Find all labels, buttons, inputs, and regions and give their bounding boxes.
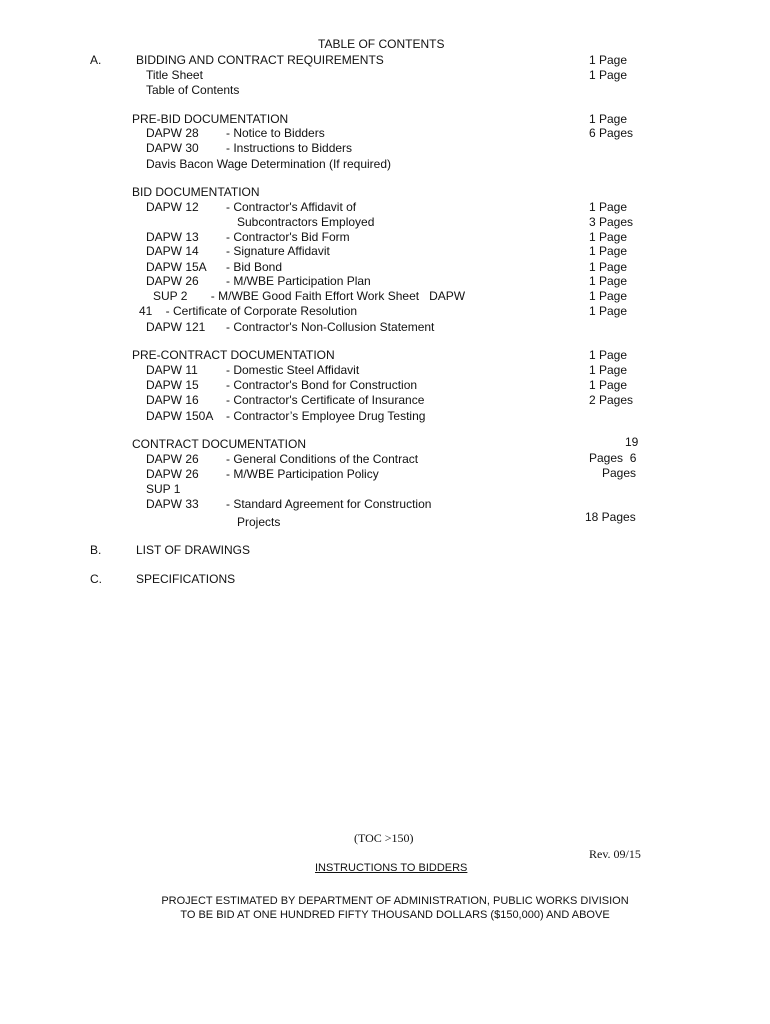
prebid-pages: 6 Pages — [589, 126, 634, 140]
contract-desc: - General Conditions of the Contract — [226, 452, 419, 466]
contract-pages: 18 Pages — [585, 510, 636, 524]
section-a-title: BIDDING AND CONTRACT REQUIREMENTS — [136, 53, 384, 67]
bid-sup2-line: SUP 2 - M/WBE Good Faith Effort Work Sheet DAPW — [153, 289, 466, 303]
precontract-desc: - Contractor's Bond for Construction — [226, 378, 418, 392]
bid-cert-line: 41 - Certificate of Corporate Resolution — [139, 304, 358, 318]
precontract-code: DAPW 16 — [146, 393, 199, 407]
front-item-label: Table of Contents — [146, 83, 240, 97]
project-line-2: TO BE BID AT ONE HUNDRED FIFTY THOUSAND DOLLARS ($150,000) AND ABOVE — [180, 909, 610, 921]
bid-desc: - Contractor's Non-Collusion Statement — [226, 320, 435, 334]
precontract-pages: 2 Pages — [589, 393, 634, 407]
bid-pages: 3 Pages — [589, 215, 634, 229]
prebid-desc: - Notice to Bidders — [226, 126, 325, 140]
bid-code: DAPW 14 — [146, 244, 199, 258]
precontract-pages: 1 Page — [589, 348, 628, 362]
contract-sup1: SUP 1 — [146, 482, 181, 496]
precontract-code: DAPW 15 — [146, 378, 199, 392]
precontract-desc: - Contractor's Certificate of Insurance — [226, 393, 425, 407]
precontract-desc: - Contractor’s Employee Drug Testing — [226, 409, 426, 423]
section-b-letter: B. — [90, 543, 102, 557]
bid-heading: BID DOCUMENTATION — [132, 185, 260, 199]
prebid-code: DAPW 30 — [146, 141, 199, 155]
prebid-desc: - Instructions to Bidders — [226, 141, 353, 155]
section-c-title: SPECIFICATIONS — [136, 572, 236, 586]
bid-code: DAPW 26 — [146, 274, 199, 288]
contract-pages: Pages 6 — [589, 451, 637, 465]
bid-desc: - M/WBE Participation Plan — [226, 274, 371, 288]
project-line-1: PROJECT ESTIMATED BY DEPARTMENT OF ADMINISTRATION, PUBLIC WORKS DIVISION — [161, 895, 629, 907]
front-item-pages: 1 Page — [589, 68, 628, 82]
bid-code: DAPW 121 — [146, 320, 206, 334]
prebid-heading: PRE-BID DOCUMENTATION — [132, 112, 289, 126]
bid-pages: 1 Page — [589, 274, 628, 288]
contract-pages: 19 — [625, 435, 639, 449]
precontract-code: DAPW 11 — [146, 363, 198, 377]
bid-pages: 1 Page — [589, 230, 628, 244]
bid-desc: - Signature Affidavit — [226, 244, 330, 258]
precontract-pages: 1 Page — [589, 378, 628, 392]
bid-pages: 1 Page — [589, 289, 628, 303]
front-item-label: Title Sheet — [146, 68, 203, 82]
bid-code: DAPW 15A — [146, 260, 207, 274]
next-section-title: INSTRUCTIONS TO BIDDERS — [315, 862, 468, 874]
bid-code: DAPW 12 — [146, 200, 199, 214]
bid-desc: - Contractor's Affidavit of — [226, 200, 357, 214]
toc-title: TABLE OF CONTENTS — [318, 37, 445, 51]
toc-code: (TOC >150) — [354, 831, 414, 845]
contract-pages: Pages — [602, 466, 637, 480]
section-a-letter: A. — [90, 53, 102, 67]
contract-code: DAPW 33 — [146, 497, 199, 511]
bid-pages: 1 Page — [589, 304, 628, 318]
contract-desc-cont: Projects — [237, 515, 281, 529]
front-item-pages: 1 Page — [589, 53, 628, 67]
precontract-pages: 1 Page — [589, 363, 628, 377]
precontract-heading: PRE-CONTRACT DOCUMENTATION — [132, 348, 335, 362]
prebid-extra: Davis Bacon Wage Determination (If required) — [146, 157, 391, 171]
section-c-letter: C. — [90, 572, 102, 586]
contract-heading: CONTRACT DOCUMENTATION — [132, 437, 306, 451]
precontract-code: DAPW 150A — [146, 409, 214, 423]
bid-pages: 1 Page — [589, 260, 628, 274]
contract-desc: - M/WBE Participation Policy — [226, 467, 379, 481]
contract-code: DAPW 26 — [146, 467, 199, 481]
bid-code: DAPW 13 — [146, 230, 199, 244]
section-b-title: LIST OF DRAWINGS — [136, 543, 251, 557]
revision: Rev. 09/15 — [589, 847, 641, 861]
bid-desc: - Contractor's Bid Form — [226, 230, 350, 244]
contract-desc: - Standard Agreement for Construction — [226, 497, 432, 511]
contract-code: DAPW 26 — [146, 452, 199, 466]
precontract-desc: - Domestic Steel Affidavit — [226, 363, 360, 377]
bid-desc: - Bid Bond — [226, 260, 283, 274]
prebid-code: DAPW 28 — [146, 126, 199, 140]
bid-desc-cont: Subcontractors Employed — [237, 215, 375, 229]
prebid-pages: 1 Page — [589, 112, 628, 126]
bid-pages: 1 Page — [589, 244, 628, 258]
bid-pages: 1 Page — [589, 200, 628, 214]
